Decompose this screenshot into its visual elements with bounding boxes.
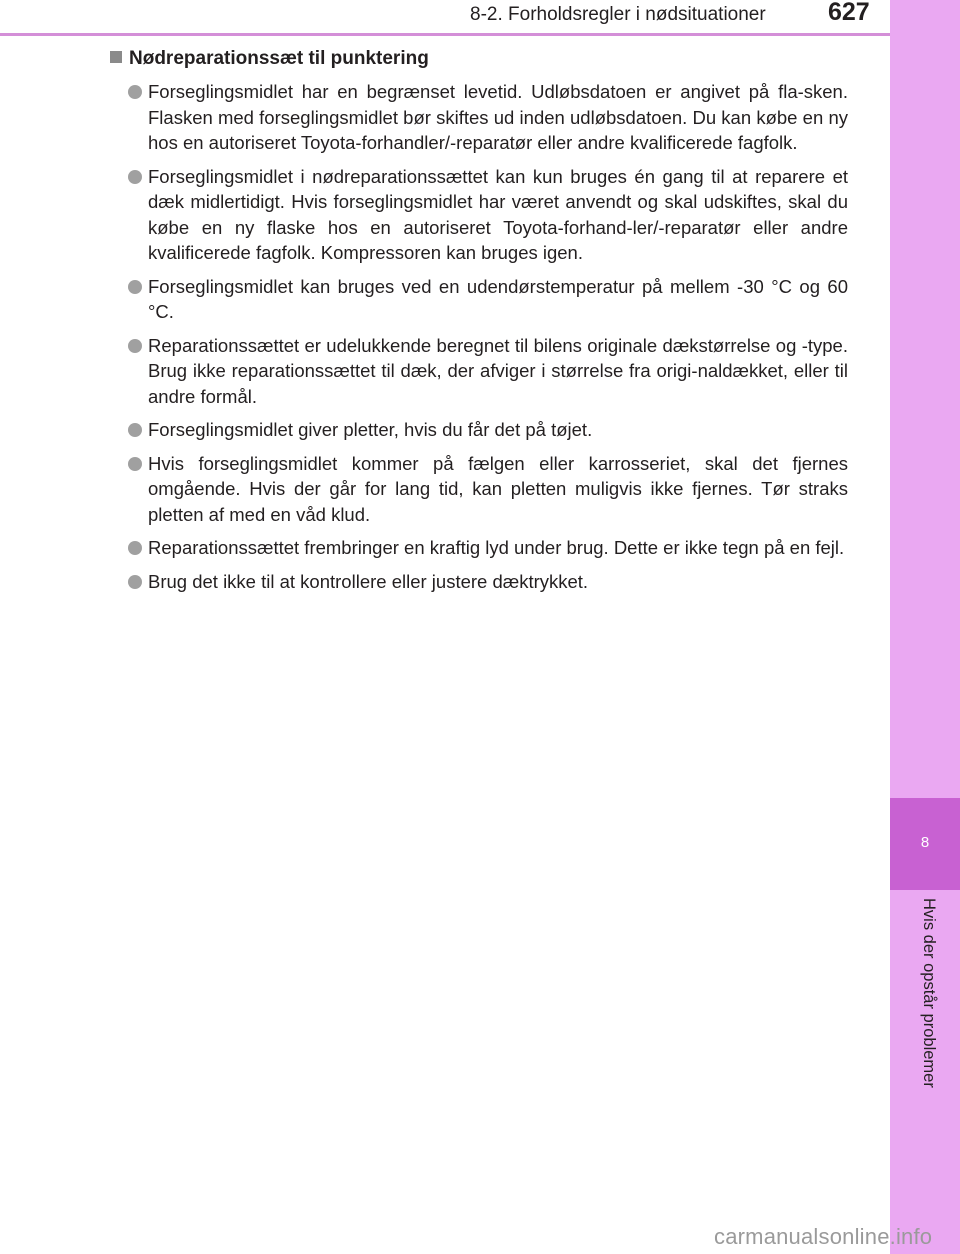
bullet-item bbox=[128, 164, 848, 266]
section-heading-text: Nødreparationssæt til punktering bbox=[129, 48, 429, 69]
bullet-list bbox=[128, 79, 848, 602]
section-heading bbox=[110, 48, 429, 70]
header-rule bbox=[0, 33, 890, 36]
bullet-item bbox=[128, 417, 848, 443]
bullet-text: Hvis forseglingsmidlet kommer på fælgen eller karrosseriet, skal det fjernes omgående. Hvis der går for lang tid, kan pletten muligvis ikke fjernes. Tør straks pletten af med en våd klud. bbox=[148, 452, 848, 525]
bullet-item bbox=[128, 535, 848, 561]
circle-bullet-icon bbox=[128, 575, 142, 589]
bullet-item bbox=[128, 274, 848, 325]
circle-bullet-icon bbox=[128, 280, 142, 294]
bullet-text: Forseglingsmidlet i nødreparationssættet kan kun bruges én gang til at reparere et dæk midlertidigt. Hvis forseglingsmidlet har været anvendt og skal udskiftes, skal du købe en ny flaske hos en autoriseret Toyota-forhand-ler/-reparatør eller andre kvalificerede fagfolk. Kompressoren kan bruges igen. bbox=[148, 165, 848, 263]
circle-bullet-icon bbox=[128, 541, 142, 555]
page-number: 627 bbox=[828, 0, 870, 26]
chapter-number-box bbox=[890, 798, 960, 890]
bullet-text: Reparationssættet frembringer en kraftig lyd under brug. Dette er ikke tegn på en fejl. bbox=[148, 537, 845, 558]
bullet-item bbox=[128, 451, 848, 528]
bullet-item bbox=[128, 79, 848, 156]
page-header bbox=[0, 0, 890, 36]
bullet-text: Forseglingsmidlet giver pletter, hvis du får det på tøjet. bbox=[148, 419, 593, 440]
bullet-text: Forseglingsmidlet kan bruges ved en udendørstemperatur på mellem -30 °C og 60 °C. bbox=[148, 275, 848, 322]
bullet-item bbox=[128, 333, 848, 410]
bullet-text: Forseglingsmidlet har en begrænset levetid. Udløbsdatoen er angivet på fla-sken. Flasken med forseglingsmidlet bør skiftes ud inden udløbsdatoen. Du kan købe en ny hos en autoriseret Toyota-forhandler/-reparatør eller andre kvalificerede fagfolk. bbox=[148, 81, 848, 153]
bullet-text: Reparationssættet er udelukkende beregnet til bilens originale dækstørrelse og -type. Brug ikke reparationssættet til dæk, der afviger i størrelse fra origi-naldækket, eller til andre formål. bbox=[148, 334, 848, 407]
chapter-title: Hvis der opstår problemer bbox=[920, 898, 938, 1088]
bullet-item bbox=[128, 569, 848, 595]
circle-bullet-icon bbox=[128, 423, 142, 437]
bullet-text: Brug det ikke til at kontrollere eller justere dæktrykket. bbox=[148, 570, 589, 592]
watermark: carmanualsonline.info bbox=[714, 1224, 933, 1249]
circle-bullet-icon bbox=[128, 339, 142, 353]
circle-bullet-icon bbox=[128, 457, 142, 471]
section-title: 8-2. Forholdsregler i nødsituationer bbox=[470, 4, 766, 25]
circle-bullet-icon bbox=[128, 85, 142, 99]
chapter-number: 8 bbox=[920, 834, 930, 851]
square-bullet-icon bbox=[110, 51, 122, 63]
circle-bullet-icon bbox=[128, 170, 142, 184]
